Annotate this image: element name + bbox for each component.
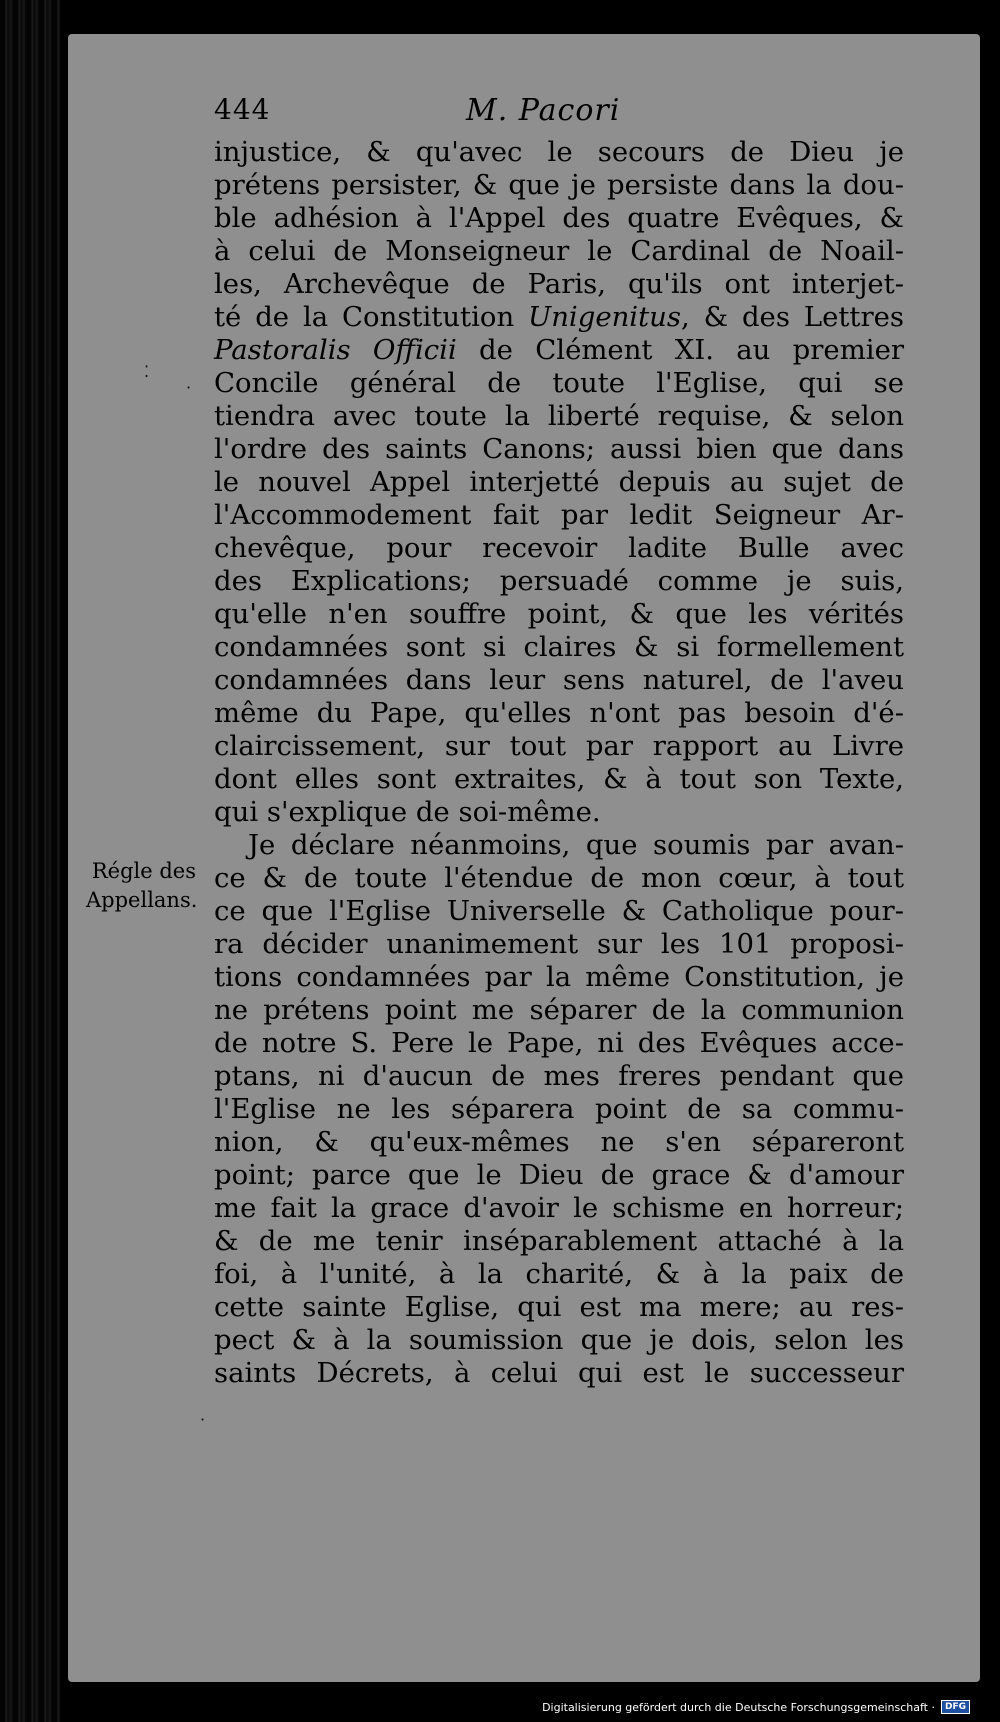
book-binding-edge	[0, 0, 60, 1722]
text-line: même du Pape, qu'elles n'ont pas besoin d'é-	[214, 697, 904, 729]
page-speck: ⁚	[144, 362, 150, 381]
text-line: qui s'explique de soi-même.	[214, 796, 601, 828]
marginal-note	[86, 857, 196, 915]
marginal-note-line: Appellans.	[86, 888, 198, 912]
text-line: l'Accommodement fait par ledit Seigneur Ar-	[214, 499, 904, 531]
footer-credit	[542, 1698, 970, 1716]
text-line: les, Archevêque de Paris, qu'ils ont interjet-	[214, 268, 904, 300]
text-line: qu'elle n'en souffre point, & que les vérités	[214, 598, 904, 630]
text-line: de notre S. Pere le Pape, ni des Evêques acce-	[214, 1027, 904, 1059]
text-line: Pastoralis Officii de Clément XI. au premier	[214, 334, 904, 366]
text-line: condamnées sont si claires & si formellement	[214, 631, 904, 663]
text-line: tions condamnées par la même Constitution, je	[214, 961, 904, 993]
text-line: cette sainte Eglise, qui est ma mere; au res-	[214, 1291, 904, 1323]
text-line: condamnées dans leur sens naturel, de l'aveu	[214, 664, 904, 696]
text-line: chevêque, pour recevoir ladite Bulle avec	[214, 532, 904, 564]
text-line: à celui de Monseigneur le Cardinal de Noail-	[214, 235, 904, 267]
text-line: injustice, & qu'avec le secours de Dieu je	[214, 136, 904, 168]
text-line: l'Eglise ne les séparera point de sa commu-	[214, 1093, 904, 1125]
text-line: ne prétens point me séparer de la communion	[214, 994, 904, 1026]
page-speck: ·	[186, 378, 192, 397]
text-line: pect & à la soumission que je dois, selon les	[214, 1324, 904, 1356]
text-line: ra décider unanimement sur les 101 proposi-	[214, 928, 904, 960]
text-line: foi, à l'unité, à la charité, & à la paix de	[214, 1258, 904, 1290]
text-line: l'ordre des saints Canons; aussi bien que dans	[214, 433, 904, 465]
body-text	[214, 136, 904, 1390]
text-line: ce que l'Eglise Universelle & Catholique pour-	[214, 895, 904, 927]
text-line: nion, & qu'eux-mêmes ne s'en sépareront	[214, 1126, 904, 1158]
text-line: me fait la grace d'avoir le schisme en horreur;	[214, 1192, 904, 1224]
text-line: dont elles sont extraites, & à tout son Texte,	[214, 763, 904, 795]
text-line: & de me tenir inséparablement attaché à la	[214, 1225, 904, 1257]
text-line: Concile général de toute l'Eglise, qui se	[214, 367, 904, 399]
text-line: ptans, ni d'aucun de mes freres pendant que	[214, 1060, 904, 1092]
text-line: claircissement, sur tout par rapport au Livre	[214, 730, 904, 762]
dfg-logo: DFG	[941, 1700, 970, 1714]
text-line: ble adhésion à l'Appel des quatre Evêques, &	[214, 202, 904, 234]
digitization-credit: Digitalisierung gefördert durch die Deutsche Forschungsgemeinschaft ·	[542, 1700, 935, 1714]
text-line: le nouvel Appel interjetté depuis au sujet de	[214, 466, 904, 498]
text-line: Je déclare néanmoins, que soumis par avan-	[248, 829, 904, 861]
running-head	[214, 93, 914, 133]
page-speck: ·	[200, 1410, 206, 1429]
page-title: M. Pacori	[466, 93, 621, 128]
text-line: des Explications; persuadé comme je suis,	[214, 565, 904, 597]
text-line: ce & de toute l'étendue de mon cœur, à tout	[214, 862, 904, 894]
text-line: té de la Constitution Unigenitus, & des Lettres	[214, 301, 904, 333]
page-number: 444	[214, 93, 271, 126]
text-line: tiendra avec toute la liberté requise, & selon	[214, 400, 904, 432]
text-line: saints Décrets, à celui qui est le successeur	[214, 1357, 904, 1389]
text-line: prétens persister, & que je persiste dans la dou-	[214, 169, 904, 201]
text-line: point; parce que le Dieu de grace & d'amour	[214, 1159, 904, 1191]
marginal-note-line: Régle des	[91, 859, 196, 883]
